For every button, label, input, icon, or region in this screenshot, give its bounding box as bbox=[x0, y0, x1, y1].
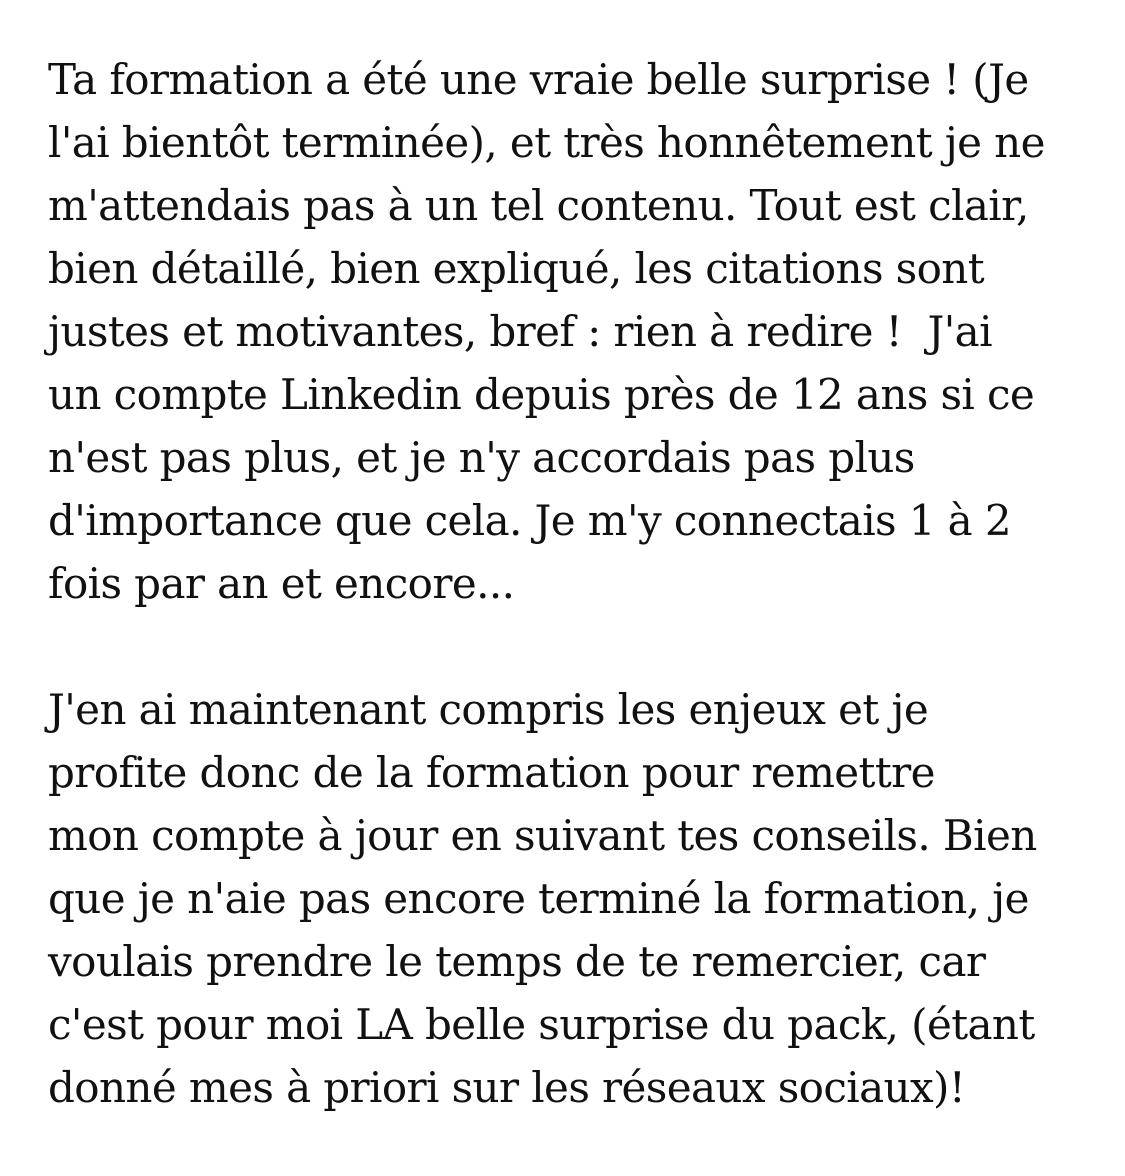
paragraph-1 bbox=[48, 48, 1108, 615]
paragraph-2 bbox=[48, 678, 1108, 1119]
text-line: justes et motivantes, bref : rien à redire ! J'ai bbox=[48, 307, 992, 356]
text-line: que je n'aie pas encore terminé la formation, je bbox=[48, 874, 1029, 923]
text-line: donné mes à priori sur les réseaux sociaux)! bbox=[48, 1063, 966, 1112]
text-line: J'en ai maintenant compris les enjeux et je bbox=[48, 685, 929, 734]
text-line: un compte Linkedin depuis près de 12 ans si ce bbox=[48, 370, 1035, 419]
text-line: voulais prendre le temps de te remercier, car bbox=[48, 937, 986, 986]
text-line: bien détaillé, bien expliqué, les citations sont bbox=[48, 244, 985, 293]
text-line: Ta formation a été une vraie belle surprise ! (Je bbox=[48, 55, 1029, 104]
text-line: mon compte à jour en suivant tes conseils. Bien bbox=[48, 811, 1037, 860]
paragraph-spacer bbox=[48, 615, 1108, 678]
text-line: m'attendais pas à un tel contenu. Tout est clair, bbox=[48, 181, 1029, 230]
text-line: l'ai bientôt terminée), et très honnêtement je ne bbox=[48, 118, 1045, 167]
text-line: n'est pas plus, et je n'y accordais pas plus bbox=[48, 433, 915, 482]
text-line: fois par an et encore... bbox=[48, 559, 515, 608]
text-line: c'est pour moi LA belle surprise du pack, (étant bbox=[48, 1000, 1035, 1049]
testimonial-text bbox=[48, 48, 1108, 1119]
text-line: profite donc de la formation pour remettre bbox=[48, 748, 935, 797]
text-line: d'importance que cela. Je m'y connectais 1 à 2 bbox=[48, 496, 1011, 545]
